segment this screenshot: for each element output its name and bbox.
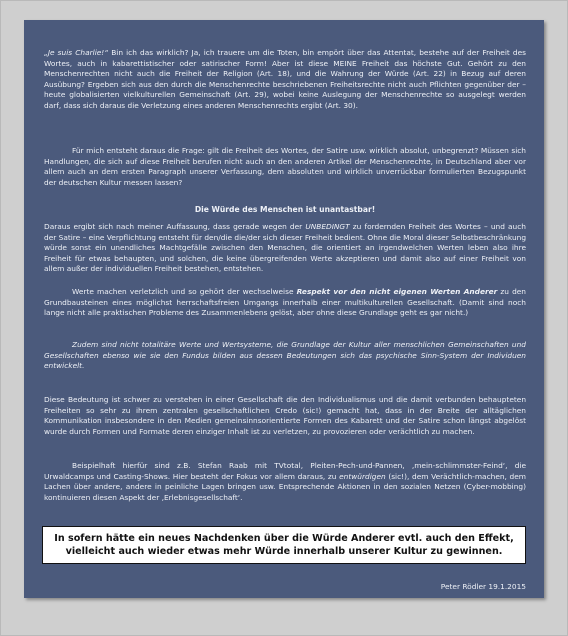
emphasis-entwuerdigen: entwürdigen [339,471,386,481]
paragraph-question: Für mich entsteht daraus die Frage: gilt die Freiheit des Wortes, der Satire usw. wirklich absolut, unbegrenzt? Müssen sich Handlungen, die sich auf diese Freiheit berufen nicht auch an den anderen Artikel der Menschenrechte, in Deutschland aber vor allem auch an dem ersten Paragraph unserer Verfassung, dem absoluten und wirklich unverrückbar formulierten Bezugspunkt der deutschen Kultur messen lassen? [44,146,526,187]
paragraph-respect-a: Werte machen verletzlich und so gehört der wechselweise [72,287,297,296]
paragraph-meaning: Diese Bedeutung ist schwer zu verstehen in einer Gesellschaft die den Individualismus und die damit verbunden behaupteten Freiheiten so sehr zu ihrem zentralen gesellschaftlichen Credo (sic!) gemacht hat, dass in der Breite der alltäglichen Kommunikation insbesondere in den Medien gemeinsinnsorientierte Formen des Kabarett und der Satire schon längst abgelöst wurde durch Formen und Formate deren einziger Inhalt ist zu verletzen, zu provozieren oder verächtlich zu machen. [44,395,526,436]
paragraph-values: Zudem sind nicht totalitäre Werte und Wertsysteme, die Grundlage der Kultur aller menschlichen Gemeinschaften und Gesellschaften ebenso wie sie den Fundus bilden aus dessen Bedeutungen sich das psychische Sinn-System der Individuen entwickelt. [44,340,526,371]
author-signature: Peter Rödler 19.1.2015 [440,582,526,591]
paragraph-intro-text: Bin ich das wirklich? Ja, ich trauere um die Toten, bin empört über das Attentat, bestehe auf der Freiheit des Wortes, auch in kabarettistischer oder satirischer Form! Aber ist diese MEINE Freiheit das höchste Gut. Gehört zu den Menschenrechten nicht auch die Freiheit der Religion (Art. 18), und die Wahrung der Würde (Art. 22) in Bezug auf deren Ausübung? Ergeben sich aus den durch die Menschenrechte beschriebenen Freiheitsrechte nicht auch Pflichten gegenüber der – heute globalisierten vielkulturellen Gemeinschaft (Art. 29), wobei keine Auslegung der Menschenrechte so ausgelegt werden darf, dass sich daraus die Verletzung eines anderen Menschenrechts ergibt (Art. 30). [44,48,526,110]
conclusion-box: In sofern hätte ein neues Nachdenken über die Würde Anderer evtl. auch den Effekt, vielleicht auch wieder etwas mehr Würde innerhalb unserer Kultur zu gewinnen. [42,526,526,564]
paragraph-examples [44,461,526,503]
quote-je-suis-charlie: „Je suis Charlie!“ [44,48,109,57]
paragraph-consequence-b: zu fordernden Freiheit des Wortes – und auch der Satire – eine Verpflichtung entsteht für den/die die/der sich dieser Freiheit bedient. Ohne die Moral dieser Selbstbeschränkung würde sonst ein unendliches Machtgefälle zwischen den Menschen, die orientiert an irgendwelchen Werten leben also ihre Freiheit für etwas behaupten, und solchen, die keine übergreifenden Werte akzeptieren und damit also auf einer Freiheit von allem außer der individuellen Freiheit bestehen, entstehen. [44,222,527,274]
emphasis-unbedingt: UNBEDINGT [305,222,350,231]
paragraph-examples-b: (sic!), dem Verächtlich-machen, dem Lachen über andere, andere in peinliche Lagen bringen usw. Entsprechende Aktionen in den sozialen Netzen (Cyber-mobbing) kontinuieren diesen Aspekt der ‚Erlebnisgesellschaft‘. [44,471,526,502]
paragraph-respect [44,287,526,319]
section-heading: Die Würde des Menschen ist unantastbar! [194,205,376,214]
paragraph-consequence [44,222,526,275]
paragraph-respect-b: zu den Grundbausteinen eines möglichst herrschaftsfreien Umgangs innerhalb einer multikulturellen Gesellschaft. (Damit sind noch lange nicht alle praktischen Probleme des Zusammenlebens gelöst, aber ohne diese Grundlage geht es gar nicht.) [44,287,526,318]
text-panel [24,20,544,598]
paragraph-consequence-a: Daraus ergibt sich nach meiner Auffassung, dass gerade wegen der [44,222,306,231]
emphasis-respect: Respekt vor den nicht eigenen Werten Anderer [296,287,498,296]
paragraph-examples-a: Beispielhaft hierfür sind z.B. Stefan Raab mit TVtotal, Pleiten-Pech-und-Pannen, ‚mein-schlimmster-Feind‘, die Urwaldcamps und Casting-Shows. Hier besteht der Fokus vor allem daraus, zu [44,461,526,481]
paragraph-intro [44,48,526,112]
